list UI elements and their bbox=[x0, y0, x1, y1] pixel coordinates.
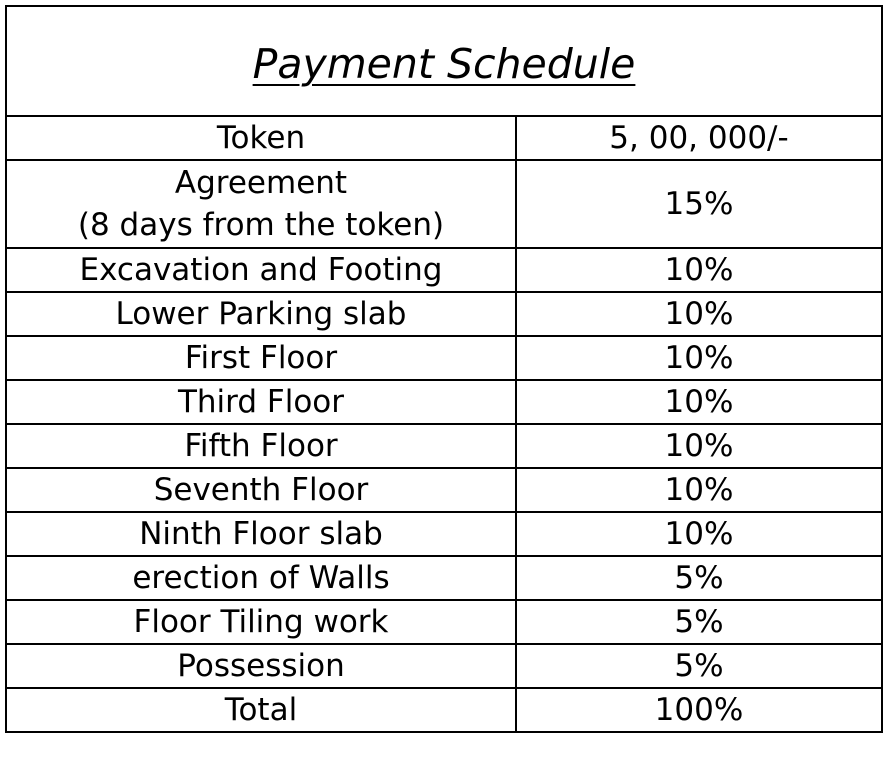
payment-value: 5, 00, 000/- bbox=[516, 116, 882, 160]
table-row bbox=[6, 292, 882, 336]
milestone-label: erection of Walls bbox=[6, 556, 516, 600]
milestone-label: Seventh Floor bbox=[6, 468, 516, 512]
payment-value: 15% bbox=[516, 160, 882, 248]
milestone-label: Possession bbox=[6, 644, 516, 688]
table-row bbox=[6, 644, 882, 688]
table-row bbox=[6, 600, 882, 644]
milestone-label: Fifth Floor bbox=[6, 424, 516, 468]
payment-value: 10% bbox=[516, 292, 882, 336]
milestone-label: First Floor bbox=[6, 336, 516, 380]
payment-value: 10% bbox=[516, 248, 882, 292]
table-row bbox=[6, 380, 882, 424]
payment-value: 5% bbox=[516, 600, 882, 644]
payment-value: 10% bbox=[516, 424, 882, 468]
table-row-agreement bbox=[6, 160, 882, 248]
milestone-label: Token bbox=[6, 116, 516, 160]
page-title: Payment Schedule bbox=[6, 6, 882, 116]
milestone-label: Lower Parking slab bbox=[6, 292, 516, 336]
milestone-label: Third Floor bbox=[6, 380, 516, 424]
agreement-label: Agreement bbox=[174, 165, 348, 201]
payment-value: 10% bbox=[516, 512, 882, 556]
payment-value: 5% bbox=[516, 556, 882, 600]
payment-value: 10% bbox=[516, 380, 882, 424]
table-row bbox=[6, 556, 882, 600]
milestone-label: Ninth Floor slab bbox=[6, 512, 516, 556]
milestone-label bbox=[6, 160, 516, 248]
payment-schedule-table bbox=[5, 5, 883, 733]
milestone-label: Floor Tiling work bbox=[6, 600, 516, 644]
table-row bbox=[6, 248, 882, 292]
table-row bbox=[6, 424, 882, 468]
table-row-token bbox=[6, 116, 882, 160]
total-value: 100% bbox=[516, 688, 882, 732]
payment-value: 10% bbox=[516, 336, 882, 380]
agreement-note: (8 days from the token) bbox=[77, 207, 445, 243]
table-row-total bbox=[6, 688, 882, 732]
table-row bbox=[6, 468, 882, 512]
total-label: Total bbox=[6, 688, 516, 732]
table-row bbox=[6, 336, 882, 380]
payment-value: 5% bbox=[516, 644, 882, 688]
milestone-label: Excavation and Footing bbox=[6, 248, 516, 292]
payment-value: 10% bbox=[516, 468, 882, 512]
title-row bbox=[6, 6, 882, 116]
table-row bbox=[6, 512, 882, 556]
